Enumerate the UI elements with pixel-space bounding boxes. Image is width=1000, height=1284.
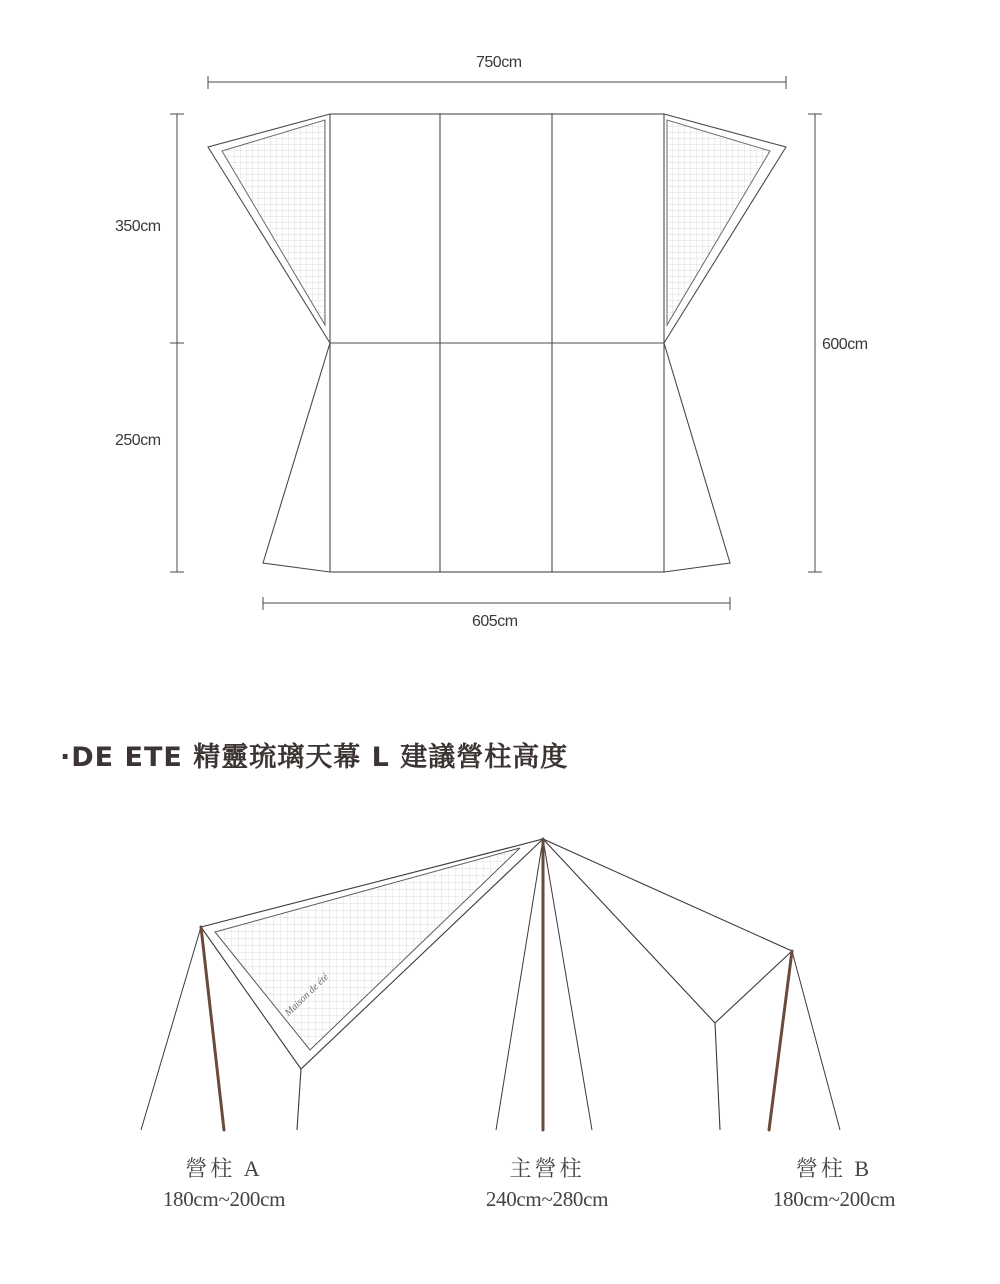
pitch-mesh-panel	[210, 840, 530, 1060]
guy-lines	[141, 839, 840, 1130]
label-width-bottom: 605cm	[472, 613, 518, 630]
pole-a-range: 180cm~200cm	[162, 1187, 286, 1211]
pole-main-label	[437, 1152, 657, 1212]
pole-main-name: 主營柱	[509, 1156, 585, 1181]
pole-b-range: 180cm~200cm	[772, 1187, 896, 1211]
pole-b	[769, 951, 792, 1130]
brand-logo: Maison de été	[282, 971, 331, 1019]
pole-a	[201, 927, 224, 1130]
label-height-lower: 250cm	[115, 432, 161, 449]
pole-b-label	[724, 1152, 944, 1212]
label-height-upper: 350cm	[115, 218, 161, 235]
pole-a-name: 營柱 A	[185, 1156, 263, 1181]
pole-main-range: 240cm~280cm	[485, 1187, 609, 1211]
section-title: ·DE ETE 精靈琉璃天幕 L 建議營柱高度	[60, 742, 569, 773]
label-height-total: 600cm	[822, 336, 868, 353]
pole-a-label	[114, 1152, 334, 1212]
label-width-top: 750cm	[476, 54, 522, 71]
pole-b-name: 營柱 B	[795, 1156, 873, 1181]
